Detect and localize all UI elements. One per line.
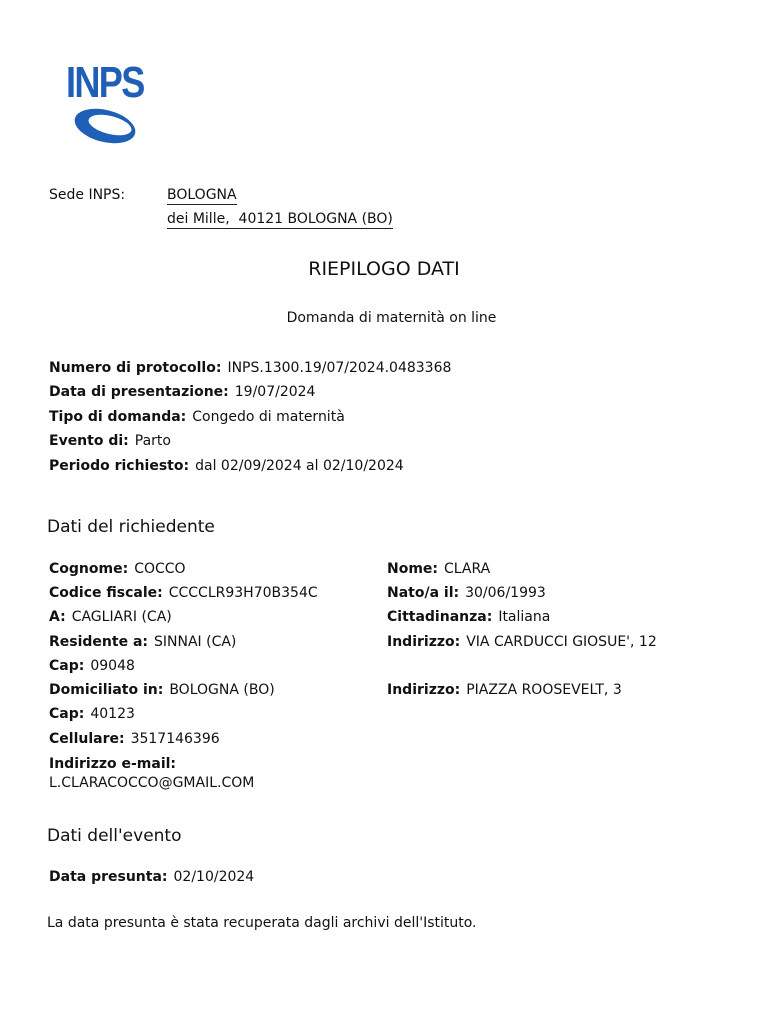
sede-label: Sede INPS: <box>49 187 126 203</box>
domicile-label: Domiciliato in: <box>49 682 164 698</box>
requested-period-label: Periodo richiesto: <box>49 458 190 474</box>
mobile-label: Cellulare: <box>49 731 125 747</box>
applicant-field-row <box>49 634 236 650</box>
protocol-label: Numero di protocollo: <box>49 360 222 376</box>
birthdate-label: Nato/a il: <box>387 585 460 601</box>
residence-value: SINNAI (CA) <box>154 634 237 650</box>
requested-period-row <box>49 458 404 474</box>
residence-cap-value: 09048 <box>90 658 135 674</box>
event-section-heading: Dati dell'evento <box>47 826 182 846</box>
applicant-section-heading: Dati del richiedente <box>47 517 215 537</box>
residence-label: Residente a: <box>49 634 148 650</box>
sede-city: BOLOGNA <box>167 187 237 203</box>
expected-date-row <box>49 869 254 885</box>
applicant-field-row <box>387 561 490 577</box>
request-type-value: Congedo di maternità <box>192 409 345 425</box>
applicant-field-row <box>387 682 622 698</box>
residence-cap-label: Cap: <box>49 658 85 674</box>
request-type-label: Tipo di domanda: <box>49 409 187 425</box>
applicant-field-row <box>387 609 550 625</box>
birthdate-value: 30/06/1993 <box>465 585 546 601</box>
applicant-field-row <box>49 706 135 722</box>
applicant-field-row <box>49 561 186 577</box>
email-label: Indirizzo e-mail: <box>49 756 177 772</box>
applicant-field-row <box>49 731 220 747</box>
inps-logo <box>66 60 146 150</box>
email-value: L.CLARACOCCO@GMAIL.COM <box>49 775 255 791</box>
request-type-row <box>49 409 345 425</box>
applicant-field-row <box>49 585 318 601</box>
event-type-label: Evento di: <box>49 433 129 449</box>
surname-value: COCCO <box>134 561 186 577</box>
domicile-value: BOLOGNA (BO) <box>169 682 275 698</box>
expected-date-label: Data presunta: <box>49 869 168 885</box>
submission-date-value: 19/07/2024 <box>234 384 316 400</box>
applicant-field-row <box>49 682 275 698</box>
submission-date-label: Data di presentazione: <box>49 384 229 400</box>
requested-period-value: dal 02/09/2024 al 02/10/2024 <box>195 458 404 474</box>
domicile-cap-label: Cap: <box>49 706 85 722</box>
residence-address-value: VIA CARDUCCI GIOSUE', 12 <box>466 634 657 650</box>
email-label-row <box>49 756 182 772</box>
applicant-field-row <box>387 634 657 650</box>
logo-text: INPS <box>66 58 144 107</box>
citizenship-label: Cittadinanza: <box>387 609 493 625</box>
first-name-label: Nome: <box>387 561 439 577</box>
mobile-value: 3517146396 <box>130 731 220 747</box>
logo-swirl-icon <box>72 105 142 147</box>
expected-date-note: La data presunta è stata recuperata dagli archivi dell'Istituto. <box>47 915 477 931</box>
submission-date-row <box>49 384 315 400</box>
event-type-value: Parto <box>134 433 171 449</box>
domicile-cap-value: 40123 <box>90 706 135 722</box>
tax-code-label: Codice fiscale: <box>49 585 163 601</box>
citizenship-value: Italiana <box>498 609 551 625</box>
applicant-field-row <box>49 658 135 674</box>
first-name-value: CLARA <box>444 561 491 577</box>
surname-label: Cognome: <box>49 561 129 577</box>
protocol-row <box>49 360 451 376</box>
birthplace-value: CAGLIARI (CA) <box>71 609 172 625</box>
expected-date-value: 02/10/2024 <box>173 869 255 885</box>
sede-address: dei Mille, 40121 BOLOGNA (BO) <box>167 211 393 227</box>
applicant-field-row <box>387 585 546 601</box>
domicile-address-value: PIAZZA ROOSEVELT, 3 <box>466 682 622 698</box>
page-title: RIEPILOGO DATI <box>308 258 460 280</box>
page-subtitle: Domanda di maternità on line <box>286 310 497 326</box>
residence-address-label: Indirizzo: <box>387 634 461 650</box>
tax-code-value: CCCCLR93H70B354C <box>168 585 318 601</box>
applicant-field-row <box>49 609 172 625</box>
birthplace-label: A: <box>49 609 66 625</box>
event-type-row <box>49 433 171 449</box>
protocol-value: INPS.1300.19/07/2024.0483368 <box>227 360 452 376</box>
domicile-address-label: Indirizzo: <box>387 682 461 698</box>
